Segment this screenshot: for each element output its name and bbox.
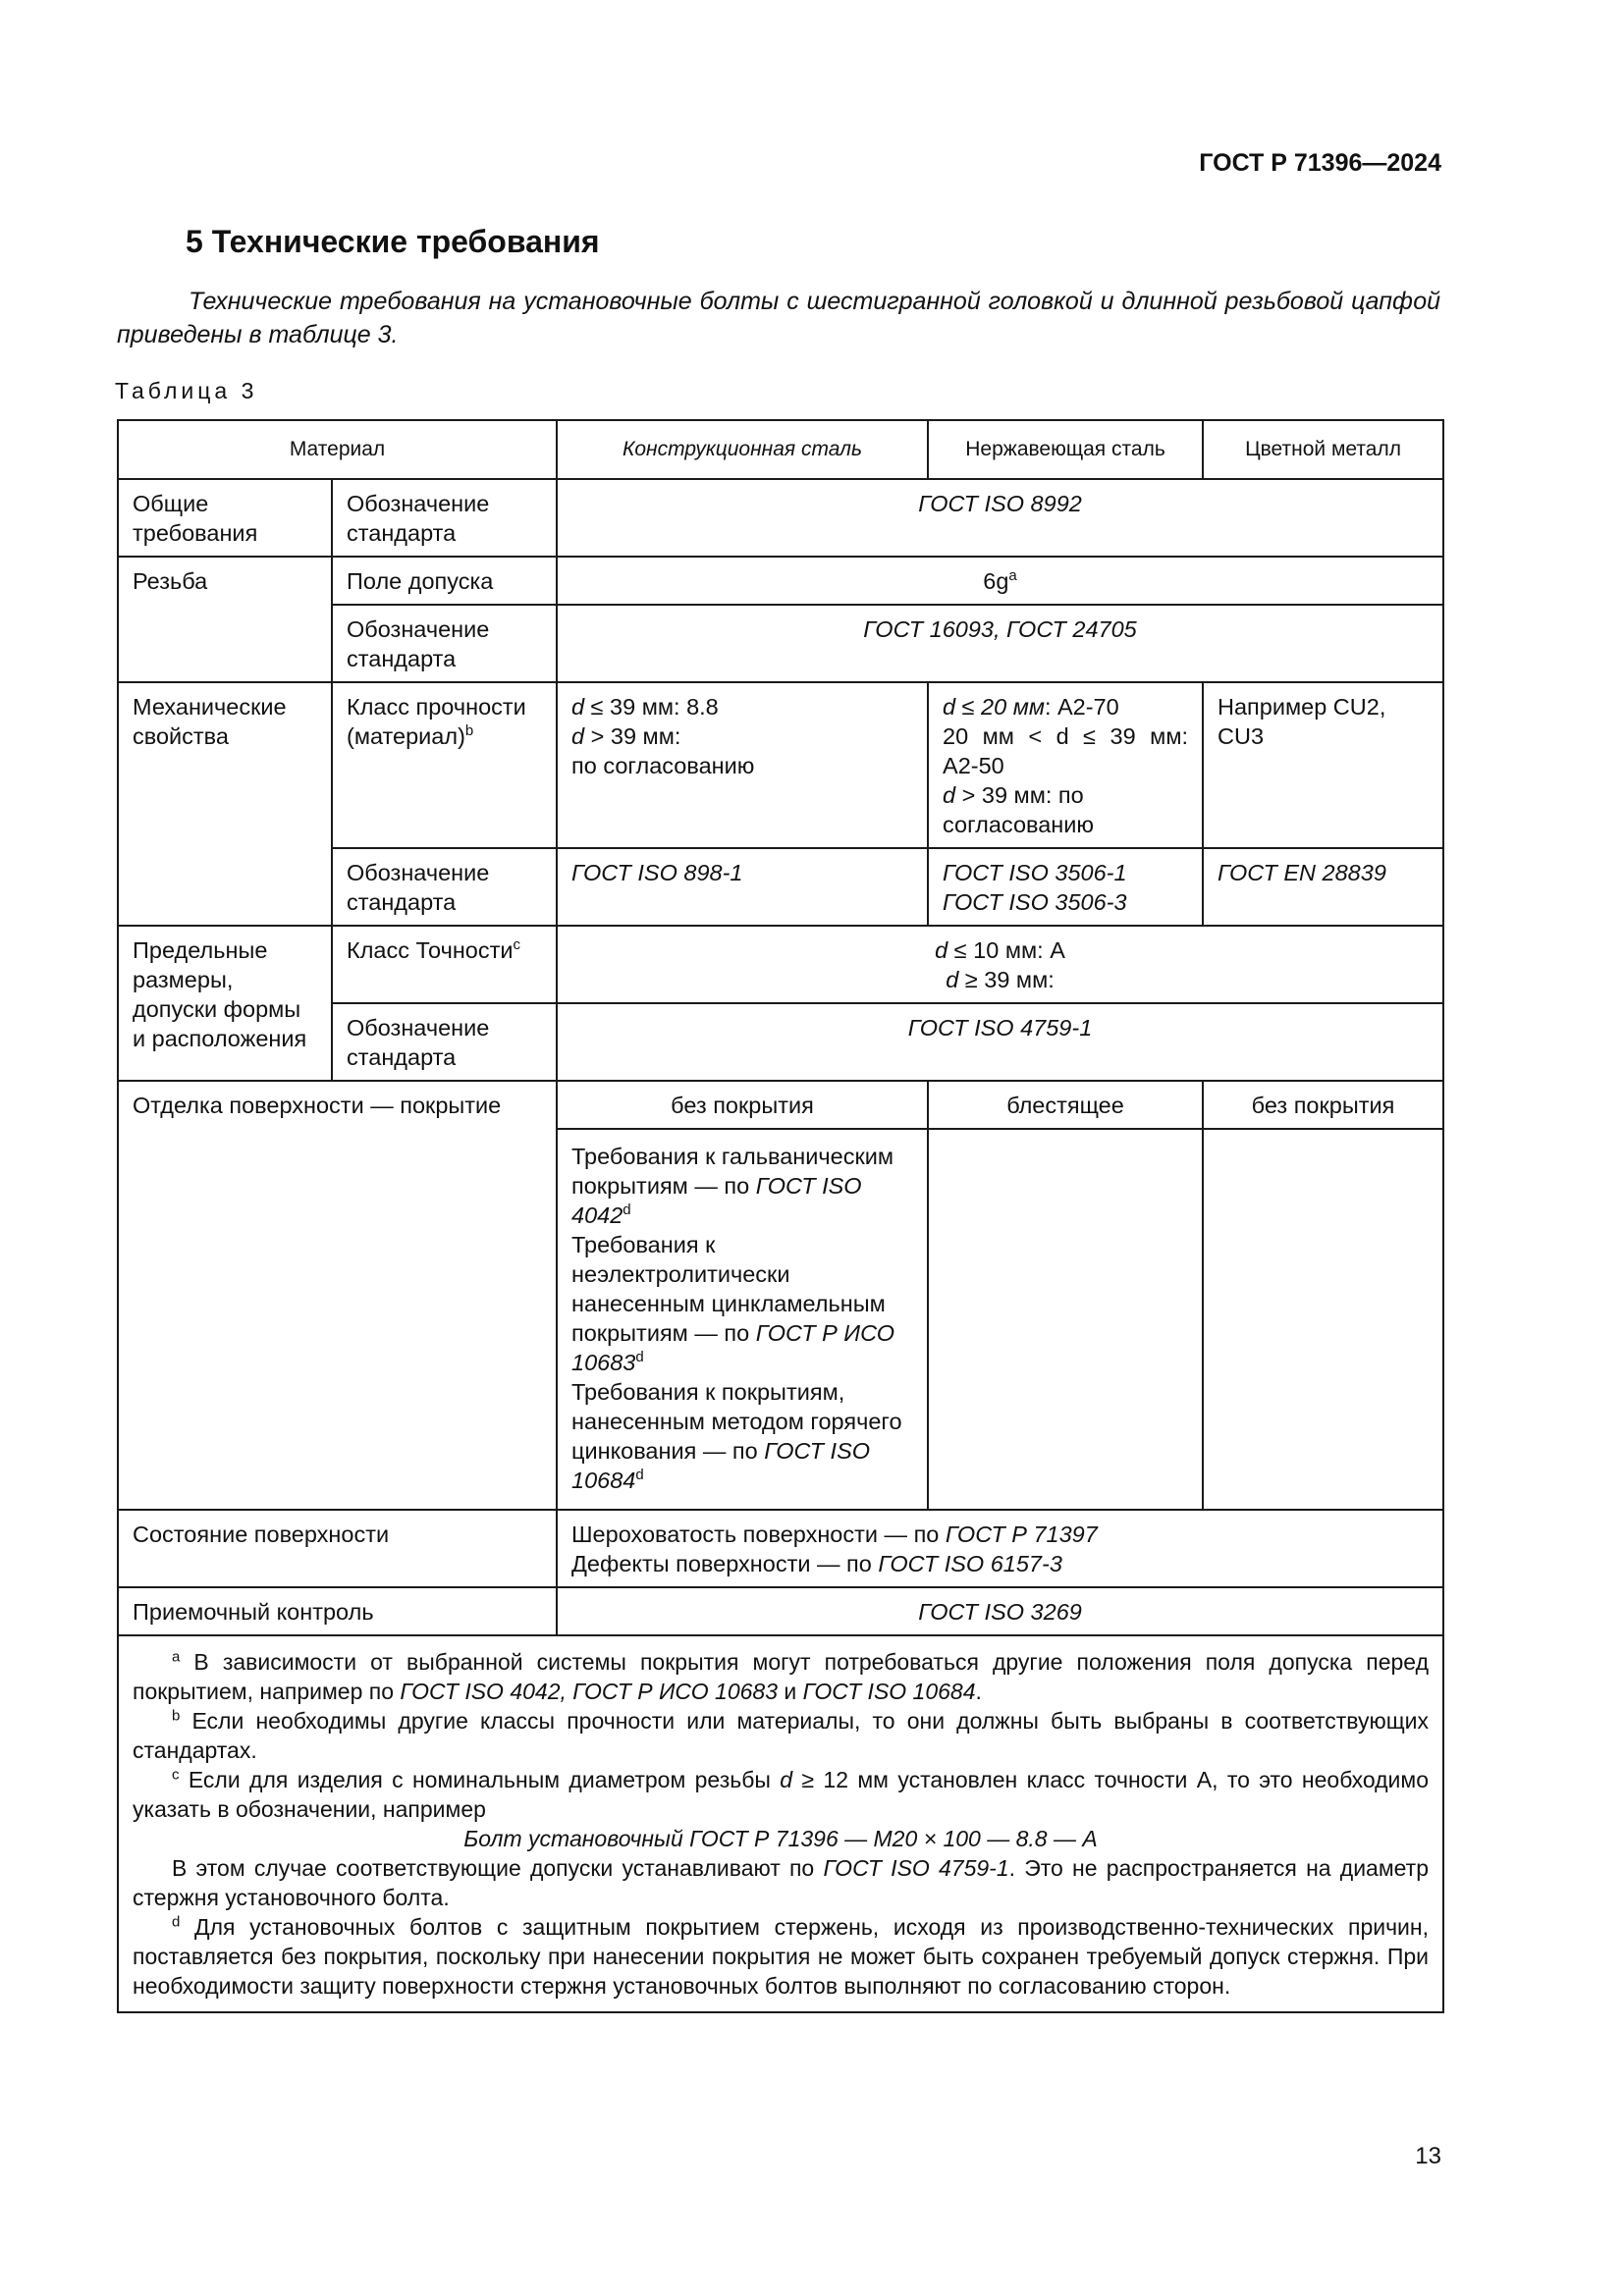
footnote-a-text: В зависимости от выбранной системы покрытия могут потребоваться другие положения поля допуска перед покрытием, например по [133, 1649, 1430, 1704]
diameter-symbol: d [935, 937, 948, 963]
finish-stainless: блестящее [928, 1081, 1203, 1129]
coating-requirements [557, 1129, 928, 1510]
table-caption: Таблица 3 [115, 378, 258, 403]
coating-req-2-text: Требования к неэлектролитически нанесенным цинкламельным покрытиям — по [571, 1232, 886, 1346]
footnote-b [133, 1706, 1429, 1765]
steel-strength-class [557, 682, 928, 848]
accuracy-line-1: ≤ 10 мм: A [947, 937, 1065, 963]
table-row [118, 926, 1443, 1003]
row-group-general: Общие требования [118, 479, 332, 557]
stainless-class-value: : A2-70 [1044, 694, 1119, 720]
footnote-c [133, 1765, 1429, 1824]
nonferrous-strength-class: Например CU2, CU3 [1203, 682, 1443, 848]
coating-req-1-text: Требования к гальваническим покрытиям — по [571, 1144, 894, 1199]
table-row [118, 682, 1443, 848]
table-row [118, 557, 1443, 605]
accuracy-label-text: Класс Точности [347, 937, 514, 963]
finish-nonferrous: без покрытия [1203, 1081, 1443, 1129]
stainless-standard-1: ГОСТ ISO 3506-1 [943, 860, 1127, 885]
footnote-c-text-1: Если для изделия с номинальным диаметром резьбы [179, 1767, 781, 1792]
row-label [332, 926, 557, 1003]
table-row [118, 479, 1443, 557]
accuracy-class-value [557, 926, 1443, 1003]
footnote-a [133, 1647, 1429, 1706]
footnote-mark: d [623, 1201, 631, 1219]
header-structural-steel: Конструкционная сталь [557, 420, 928, 479]
coating-req-1-ref: ГОСТ ISO 4042 [571, 1173, 862, 1228]
row-group-limits: Предельные размеры, допуски формы и расположения [118, 926, 332, 1081]
requirements-table [117, 419, 1444, 2013]
defects-text: Дефекты поверхности — по [571, 1551, 879, 1576]
diameter-symbol: d [943, 694, 956, 720]
section-title: 5 Технические требования [186, 224, 600, 259]
roughness-line [571, 1520, 1429, 1549]
defects-line [571, 1549, 1429, 1578]
row-group-finish: Отделка поверхности — покрытие [118, 1081, 557, 1510]
row-label [332, 682, 557, 848]
steel-standard: ГОСТ ISO 898-1 [557, 848, 928, 926]
row-label: Обозначение стандарта [332, 1003, 557, 1081]
steel-class-line-2: > 39 мм: [584, 723, 681, 749]
general-standard-value: ГОСТ ISO 8992 [557, 479, 1443, 557]
stainless-class-unit: ≤ 20 мм [955, 694, 1045, 720]
table-row [118, 1081, 1443, 1129]
roughness-text: Шероховатость поверхности — по [571, 1522, 946, 1547]
stainless-class-line-3: A2-50 [943, 753, 1004, 778]
coating-req-3 [571, 1377, 913, 1495]
footnote-mark: b [172, 1707, 181, 1725]
finish-steel: без покрытия [557, 1081, 928, 1129]
coating-nonferrous-empty [1203, 1129, 1443, 1510]
stainless-class-line [943, 692, 1188, 721]
thread-standard-value: ГОСТ 16093, ГОСТ 24705 [557, 605, 1443, 682]
row-group-mechanical: Механические свойства [118, 682, 332, 926]
stainless-strength-class [928, 682, 1203, 848]
header-material: Материал [118, 420, 557, 479]
footnote-c-cont-ref: ГОСТ ISO 4759-1 [823, 1855, 1009, 1881]
table-row [118, 1587, 1443, 1635]
footnote-c-continuation [133, 1853, 1429, 1912]
row-label: Поле допуска [332, 557, 557, 605]
row-label: Обозначение стандарта [332, 479, 557, 557]
diameter-symbol: d [943, 782, 956, 808]
footnote-c-text-2: ≥ 12 мм установлен класс точности A, то это необходимо указать в обозначении, например [133, 1767, 1430, 1822]
coating-req-2-ref: ГОСТ Р ИСО 10683 [571, 1320, 895, 1375]
footnote-d-text: Для установочных болтов с защитным покрытием стержень, исходя из производственно-технических причин, поставляется без покрытия, поскольку при нанесении покрытия не может быть сохранен требуемый допуск стержня. При необходимости защиту поверхности стержня установочных болтов выполняют по согласованию сторон. [133, 1914, 1430, 1999]
footnote-a-end: . [975, 1679, 982, 1704]
diameter-symbol: d [571, 694, 585, 720]
header-nonferrous-metal: Цветной металл [1203, 420, 1443, 479]
coating-stainless-empty [928, 1129, 1203, 1510]
footnote-a-ref-2: ГОСТ ISO 10684 [802, 1679, 976, 1704]
section-intro: Технические требования на установочные болты с шестигранной головкой и длинной резьбовой цапфой приведены в таблице 3. [117, 288, 1440, 348]
table-notes-row [118, 1635, 1443, 2012]
steel-class-line-1: ≤ 39 мм: 8.8 [584, 694, 719, 720]
steel-class-line [571, 721, 913, 751]
footnote-mark: c [172, 1766, 180, 1784]
footnote-mark: c [513, 936, 521, 954]
table-footnotes [118, 1635, 1443, 2012]
class-label-text: Класс прочности (материал) [347, 694, 526, 749]
stainless-standard-2: ГОСТ ISO 3506-3 [943, 889, 1127, 915]
footnote-a-and: и [777, 1679, 803, 1704]
footnote-mark: a [172, 1648, 181, 1666]
tolerance-text: 6g [983, 568, 1009, 594]
table-row [118, 1510, 1443, 1587]
page-number: 13 [1415, 2143, 1441, 2169]
accuracy-line [571, 935, 1429, 965]
footnote-a-ref-1: ГОСТ ISO 4042, ГОСТ Р ИСО 10683 [400, 1679, 778, 1704]
diameter-symbol: d [571, 723, 585, 749]
footnote-b-text: Если необходимы другие классы прочности или материалы, то они должны быть выбраны в соответствующих стандартах. [133, 1708, 1430, 1763]
acceptance-value: ГОСТ ISO 3269 [557, 1587, 1443, 1635]
thread-tolerance-value [557, 557, 1443, 605]
stainless-standard [928, 848, 1203, 926]
accuracy-line-2: ≥ 39 мм: [958, 967, 1055, 992]
coating-req-3-ref: ГОСТ ISO 10684 [571, 1438, 871, 1493]
defects-ref: ГОСТ ISO 6157-3 [878, 1551, 1062, 1576]
footnote-mark: d [635, 1349, 644, 1366]
row-label: Обозначение стандарта [332, 848, 557, 926]
header-stainless-steel: Нержавеющая сталь [928, 420, 1203, 479]
footnote-mark: a [1008, 567, 1017, 585]
footnote-mark: d [635, 1467, 644, 1484]
row-group-acceptance: Приемочный контроль [118, 1587, 557, 1635]
steel-class-line [571, 692, 913, 721]
footnote-mark: b [464, 722, 474, 740]
document-number: ГОСТ Р 71396—2024 [1199, 149, 1441, 177]
diameter-symbol: d [780, 1767, 793, 1792]
coating-req-1 [571, 1142, 913, 1230]
stainless-class-line-4: > 39 мм: по согласованию [943, 782, 1095, 837]
diameter-symbol: d [946, 967, 959, 992]
limits-standard-value: ГОСТ ISO 4759-1 [557, 1003, 1443, 1081]
coating-req-3-text: Требования к покрытиям, нанесенным методом горячего цинкования — по [571, 1379, 902, 1464]
stainless-class-line-2: 20 мм < d ≤ 39 мм: [943, 723, 1189, 749]
stainless-class-line [943, 780, 1188, 839]
footnote-d [133, 1912, 1429, 2001]
nonferrous-standard: ГОСТ EN 28839 [1203, 848, 1443, 926]
steel-class-line-3: по согласованию [571, 753, 755, 778]
row-group-thread: Резьба [118, 557, 332, 682]
footnote-c-example: Болт установочный ГОСТ Р 71396 — М20 × 100 — 8.8 — A [463, 1826, 1098, 1851]
roughness-ref: ГОСТ Р 71397 [945, 1522, 1098, 1547]
surface-condition-value [557, 1510, 1443, 1587]
row-label: Обозначение стандарта [332, 605, 557, 682]
accuracy-line [571, 965, 1429, 994]
table-header-row [118, 420, 1443, 479]
footnote-mark: d [172, 1913, 181, 1931]
footnote-c-cont-2: . Это не распространяется на диаметр стержня установочного болта. [133, 1855, 1430, 1910]
row-group-surface: Состояние поверхности [118, 1510, 557, 1587]
footnote-c-cont-1: В этом случае соответствующие допуски устанавливают по [172, 1855, 824, 1881]
coating-req-2 [571, 1230, 913, 1377]
